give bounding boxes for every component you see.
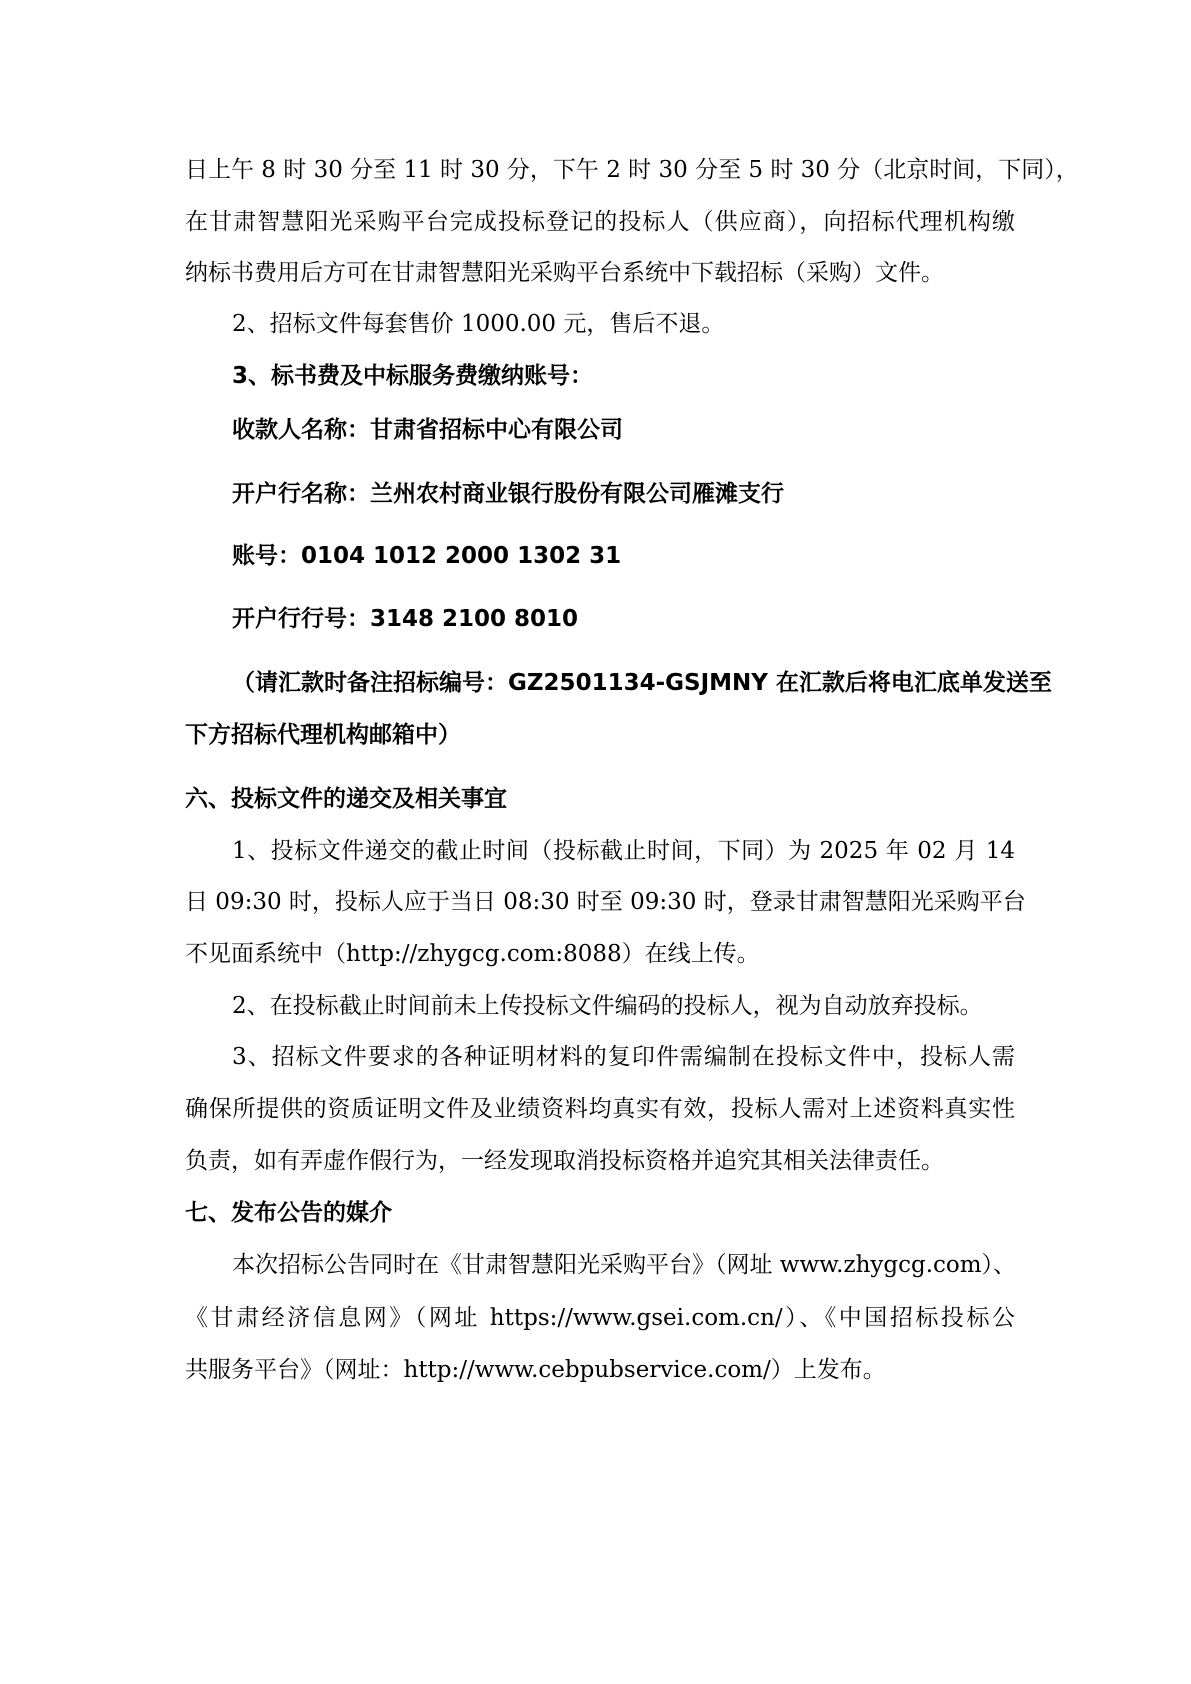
media-line-3: 共服务平台》（网址：http://www.cebpubservice.com/）上发布。 xyxy=(185,1357,886,1383)
registration-time-line-3: 纳标书费用后方可在甘肃智慧阳光采购平台系统中下载招标（采购）文件。 xyxy=(185,260,944,286)
remittance-note-line-1: （请汇款时备注招标编号：GZ2501134-GSJMNY 在汇款后将电汇底单发送至 xyxy=(232,670,1052,696)
deadline-item-line-2: 日 09:30 时，投标人应于当日 08:30 时至 09:30 时，登录甘肃智慧阳光采购平台 xyxy=(185,889,1026,915)
section-6-heading: 六、投标文件的递交及相关事宜 xyxy=(185,786,507,812)
documents-item-line-2: 确保所提供的资质证明文件及业绩资料均真实有效，投标人需对上述资料真实性 xyxy=(185,1096,1015,1122)
upload-item: 2、在投标截止时间前未上传投标文件编码的投标人，视为自动放弃投标。 xyxy=(232,993,983,1019)
registration-time-line-2: 在甘肃智慧阳光采购平台完成投标登记的投标人（供应商），向招标代理机构缴 xyxy=(185,209,1015,235)
section-7-heading: 七、发布公告的媒介 xyxy=(185,1200,392,1226)
bank-code: 开户行行号：3148 2100 8010 xyxy=(232,606,579,632)
documents-item-line-3: 负责，如有弄虚作假行为，一经发现取消投标资格并追究其相关法律责任。 xyxy=(185,1148,944,1174)
account-info-title: 3、标书费及中标服务费缴纳账号： xyxy=(232,363,594,389)
registration-time-line-1: 日上午 8 时 30 分至 11 时 30 分，下午 2 时 30 分至 5 时 30 分（北京时间，下同）， xyxy=(185,157,1079,183)
media-line-1: 本次招标公告同时在《甘肃智慧阳光采购平台》（网址 www.zhygcg.com）、 xyxy=(232,1252,1017,1278)
deadline-item-line-1: 1、投标文件递交的截止时间（投标截止时间，下同）为 2025 年 02 月 14 xyxy=(232,838,1015,864)
account-number: 账号：0104 1012 2000 1302 31 xyxy=(232,543,622,569)
bank-name: 开户行名称：兰州农村商业银行股份有限公司雁滩支行 xyxy=(232,481,784,507)
document-price-item: 2、招标文件每套售价 1000.00 元，售后不退。 xyxy=(232,311,725,337)
payee-name: 收款人名称：甘肃省招标中心有限公司 xyxy=(232,417,623,443)
media-line-2: 《甘肃经济信息网》（网址 https://www.gsei.com.cn/）、《中国招标投标公 xyxy=(185,1305,1015,1331)
documents-item-line-1: 3、招标文件要求的各种证明材料的复印件需编制在投标文件中，投标人需 xyxy=(232,1044,1015,1070)
remittance-note-line-2: 下方招标代理机构邮箱中） xyxy=(185,722,461,748)
deadline-item-line-3: 不见面系统中（http://zhygcg.com:8088）在线上传。 xyxy=(185,941,760,967)
